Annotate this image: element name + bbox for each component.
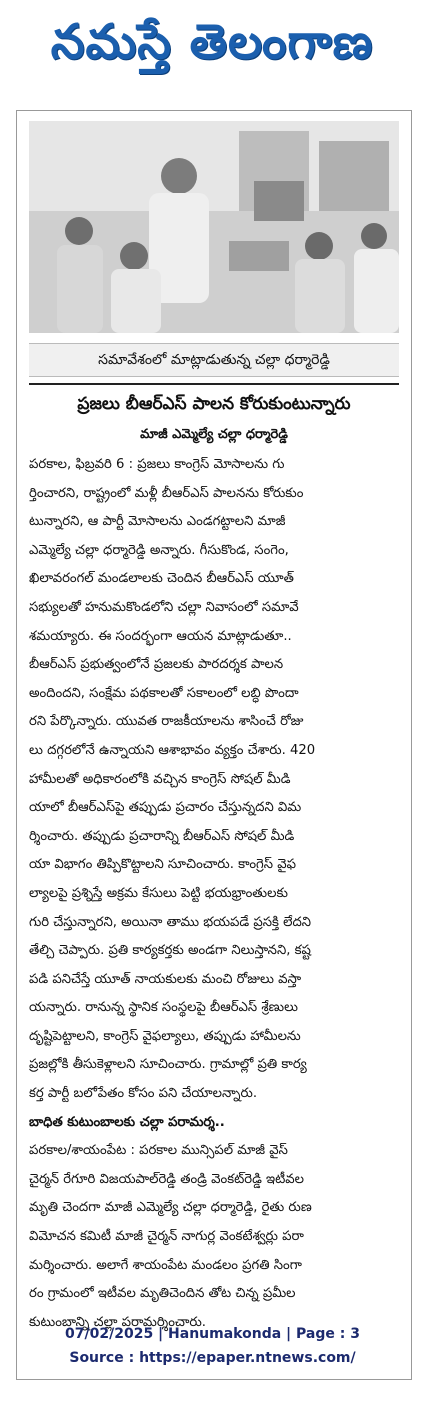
footer-source: Source : https://epaper.ntnews.com/ <box>69 1350 356 1366</box>
photo-caption: సమావేశంలో మాట్లాడుతున్న చల్లా ధర్మారెడ్డి <box>29 343 399 377</box>
article-line: చైర్మన్ రేగూరి విజయపాల్‌రెడ్డి తండ్రి వెంకట్‌రెడ్డి ఇటీవల <box>29 1171 305 1187</box>
article-line: కుటుంబాన్ని చల్లా పరామర్శించారు. <box>29 1314 206 1330</box>
article-line: ర్శించారు. తప్పుడు ప్రచారాన్ని బీఆర్ఎస్ సోషల్ మీడి <box>29 828 295 844</box>
news-clipping <box>16 110 412 1380</box>
article-line: మృతి చెందగా మాజీ ఎమ్మెల్యే చల్లా ధర్మారెడ్డి, రైతు రుణ <box>29 1200 312 1216</box>
article-line: అందిందని, సంక్షేమ పథకాలతో సకాలంలో లబ్ధి పొందా <box>29 685 299 701</box>
article-line: యా విభాగం తిప్పికొట్టాలని సూచించారు. కాంగ్రెస్ వైఫ <box>29 857 296 873</box>
article-line: యాలో బీఆర్ఎస్‌పై తప్పుడు ప్రచారం చేస్తున్నదని విమ <box>29 800 302 816</box>
article-subhead: మాజీ ఎమ్మెల్యే చల్లా ధర్మారెడ్డి <box>140 427 288 442</box>
article-line: పరకాల/శాయంపేట : పరకాల మున్సిపల్ మాజీ వైస్ <box>29 1143 288 1159</box>
article-line: ల్యాలపై ప్రశ్నిస్తే అక్రమ కేసులు పెట్టి భయభ్రాంతులకు <box>29 885 288 901</box>
article-line: దృష్టిపెట్టాలని, కాంగ్రెస్ వైఫల్యాలు, తప్పుడు హామీలను <box>29 1028 301 1044</box>
article-line: టున్నారని, ఆ పార్టీ మోసాలను ఎండగట్టాలని మాజీ <box>29 514 286 530</box>
masthead-title: నమస్తే తెలంగాణ <box>50 14 374 70</box>
article-line: ఖిలావరంగల్ మండలాలకు చెందిన బీఆర్ఎస్ యూత్ <box>29 571 294 587</box>
article-line: హామీలతో అధికారంలోకి వచ్చిన కాంగ్రెస్ సోషల్ మీడి <box>29 771 291 787</box>
article-line: లు దగ్గరలోనే ఉన్నాయని ఆశాభావం వ్యక్తం చేశారు. 420 <box>29 742 316 758</box>
article-line: ఎమ్మెల్యే చల్లా ధర్మారెడ్డి అన్నారు. గీసుకొండ, సంగెం, <box>29 542 289 558</box>
divider <box>29 383 399 385</box>
article-line: రం గ్రామంలో ఇటీవల మృతిచెందిన తోట చిన్న ప్రమీల <box>29 1286 296 1302</box>
article-line: మర్శించారు. అలాగే శాయంపేట మండలం ప్రగతి సింగా <box>29 1257 302 1273</box>
article-line: సభ్యులతో హనుమకొండలోని చల్లా నివాసంలో సమావే <box>29 599 299 615</box>
article-line: పరకాల, ఫిబ్రవరి 6 : ప్రజలు కాంగ్రెస్ మోసాలను గు <box>29 457 285 472</box>
article-line: ప్రజల్లోకి తీసుకెళ్లాలని సూచించారు. గ్రామాల్లో ప్రతి కార్య <box>29 1057 307 1073</box>
article-body <box>29 451 399 1337</box>
article-line: ర్తించారని, రాష్ట్రంలో మళ్లీ బీఆర్ఎస్ పాలనను కోరుకుం <box>29 485 304 501</box>
article-subheading: బాధిత కుటుంబాలకు చల్లా పరామర్శ.. <box>29 1114 225 1130</box>
article-line: గురి చేస్తున్నారని, అయినా తాము భయపడే ప్రసక్తి లేదని <box>29 914 312 930</box>
article-line: శమయ్యారు. ఈ సందర్భంగా ఆయన మాట్లాడుతూ.. <box>29 628 292 644</box>
photo-graphic <box>29 121 399 333</box>
article-line: యన్నారు. రానున్న స్థానిక సంస్థలపై బీఆర్ఎస్ శ్రేణులు <box>29 1000 298 1016</box>
article-line: తేల్చి చెప్పారు. ప్రతి కార్యకర్తకు అండగా నిలుస్తానని, కష్ట <box>29 943 311 959</box>
footer-dateline: 07/02/2025 | Hanumakonda | Page : 3 <box>65 1326 360 1342</box>
article-line: బీఆర్ఎస్ ప్రభుత్వంలోనే ప్రజలకు పారదర్శక పాలన <box>29 657 284 673</box>
article-headline: ప్రజలు బీఆర్ఎస్ పాలన కోరుకుంటున్నారు <box>77 394 351 414</box>
article-line: కర్త పార్టీ బలోపేతం కోసం పని చేయాలన్నారు. <box>29 1086 258 1102</box>
article-line: రని పేర్కొన్నారు. యువత రాజకీయాలను శాసించే రోజు <box>29 714 304 730</box>
article-line: విమోచన కమిటీ మాజీ చైర్మన్ నాగుర్ల వెంకటేశ్వర్లు పరా <box>29 1229 304 1245</box>
masthead <box>14 10 410 86</box>
article-line: పడి పనిచేస్తే యూత్ నాయకులకు మంచి రోజులు వస్తా <box>29 971 302 987</box>
article-photo <box>29 121 399 333</box>
